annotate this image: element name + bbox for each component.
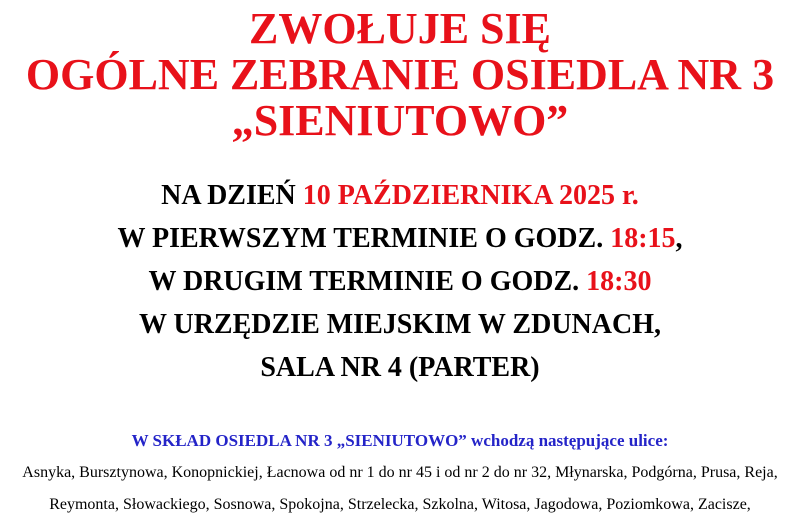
first-term-line: [0, 217, 800, 260]
title-line-2: OGÓLNE ZEBRANIE OSIEDLA NR 3: [25, 50, 775, 99]
announcement-document: [0, 6, 800, 529]
title-line-1: ZWOŁUJE SIĘ: [249, 4, 551, 53]
second-term-line: [0, 260, 800, 303]
streets-line-2: Reymonta, Słowackiego, Sosnowa, Spokojna, Strzelecka, Szkolna, Witosa, Jagodowa, Poziomkowa, Zacisze,: [49, 496, 751, 513]
venue-label: W URZĘDZIE MIEJSKIM W ZDUNACH,: [139, 309, 661, 340]
streets-list: [0, 457, 800, 521]
second-term-label: W DRUGIM TERMINIE O GODZ.: [148, 266, 587, 297]
meeting-date-line: [0, 174, 800, 217]
second-term-time: 18:30: [586, 266, 652, 297]
first-term-suffix: ,: [675, 223, 683, 254]
streets-heading: W SKŁAD OSIEDLA NR 3 „SIENIUTOWO” wchodzą następujące ulice:: [131, 431, 669, 450]
announcement-title: [0, 6, 800, 144]
meeting-date-label: NA DZIEŃ: [161, 180, 303, 211]
room-label: SALA NR 4 (PARTER): [260, 352, 540, 383]
streets-section: [0, 431, 800, 521]
meeting-details: [0, 174, 800, 389]
title-line-3: „SIENIUTOWO”: [231, 96, 569, 145]
meeting-date-value: 10 PAŹDZIERNIKA 2025 r.: [302, 180, 639, 211]
streets-line-1: Asnyka, Bursztynowa, Konopnickiej, Łacnowa od nr 1 do nr 45 i od nr 2 do nr 32, Młynarska, Podgórna, Prusa, Reja,: [22, 464, 778, 481]
room-line: [0, 346, 800, 389]
first-term-time: 18:15: [610, 223, 676, 254]
first-term-label: W PIERWSZYM TERMINIE O GODZ.: [117, 223, 611, 254]
venue-line: [0, 303, 800, 346]
